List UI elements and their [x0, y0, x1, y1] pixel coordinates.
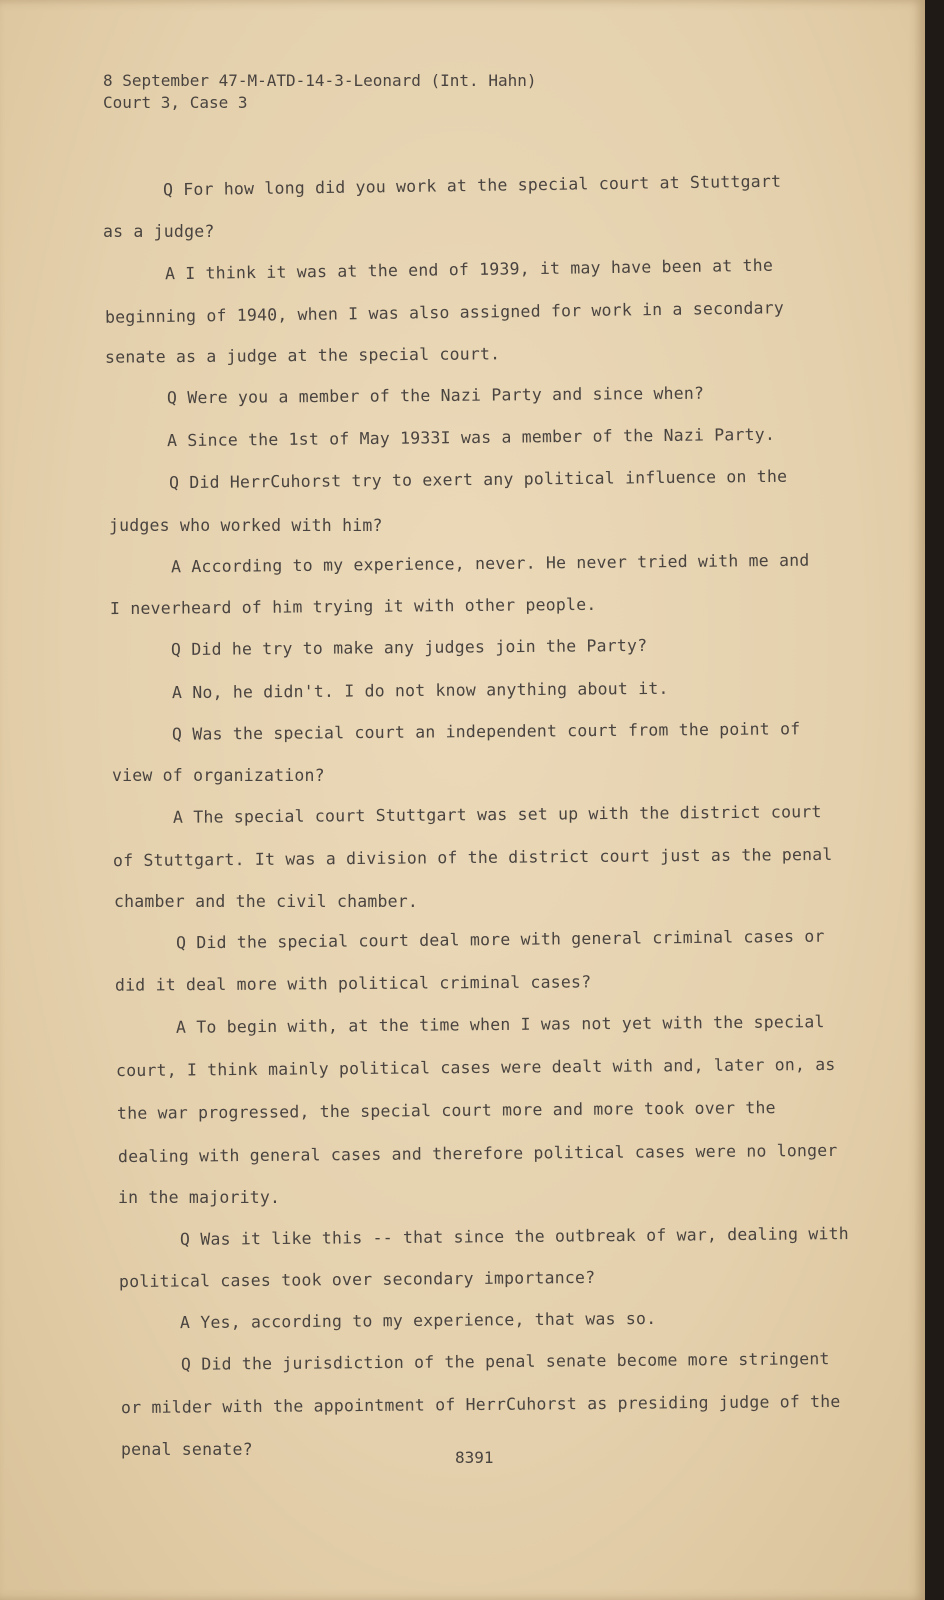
transcript-line: chamber and the civil chamber. — [114, 892, 419, 911]
transcript-line: Q Did HerrCuhorst try to exert any political influence on the — [168, 466, 788, 493]
transcript-line: I neverheard of him trying it with other people. — [109, 594, 597, 619]
transcript-line: in the majority. — [118, 1188, 281, 1207]
page-number: 8391 — [455, 1448, 494, 1467]
document-header — [103, 70, 536, 114]
transcript-line: the war progressed, the special court more and more took over the — [116, 1098, 776, 1123]
transcript-line: Q Did the jurisdiction of the penal senate become more stringent — [180, 1349, 830, 1374]
header-line-date-case: 8 September 47-M-ATD-14-3-Leonard (Int. Hahn) — [103, 71, 537, 90]
transcript-line: as a judge? — [103, 222, 215, 241]
transcript-line: beginning of 1940, when I was also assigned for work in a secondary — [104, 298, 785, 327]
transcript-line: of Stuttgart. It was a division of the district court just as the penal — [112, 844, 833, 871]
transcript-line: penal senate? — [121, 1440, 253, 1459]
transcript-line: A To begin with, at the time when I was not yet with the special — [175, 1012, 825, 1037]
transcript-line: Q Was it like this -- that since the outbreak of war, dealing with — [179, 1224, 849, 1249]
transcript-line: A I think it was at the end of 1939, it may have been at the — [164, 255, 774, 284]
transcript-line: A According to my experience, never. He never tried with me and — [170, 550, 810, 577]
transcript-line: Q For how long did you work at the special court at Stuttgart — [162, 171, 782, 200]
transcript-line: did it deal more with political criminal cases? — [114, 972, 592, 995]
transcript-line: dealing with general cases and therefore political cases were no longer — [117, 1140, 838, 1167]
transcript-line: court, I think mainly political cases were dealt with and, later on, as — [115, 1054, 836, 1081]
transcript-line: A Since the 1st of May 1933I was a member of the Nazi Party. — [166, 424, 776, 451]
transcript-line: A Yes, according to my experience, that was so. — [179, 1308, 657, 1333]
transcript-line: political cases took over secondary importance? — [118, 1267, 596, 1292]
transcript-line: or milder with the appointment of HerrCuhorst as presiding judge of the — [120, 1391, 841, 1418]
page-edge-shadow — [925, 0, 944, 1600]
transcript-line: A No, he didn't. I do not know anything about it. — [171, 678, 669, 703]
transcript-line: view of organization? — [112, 766, 325, 785]
transcript-line: Q Were you a member of the Nazi Party and since when? — [166, 383, 705, 408]
transcript-line: Q Did he try to make any judges join the Party? — [170, 635, 648, 660]
transcript-line: Q Was the special court an independent court from the point of — [171, 719, 801, 744]
transcript-line: senate as a judge at the special court. — [104, 344, 501, 367]
transcript-line: judges who worked with him? — [109, 516, 383, 535]
header-line-court: Court 3, Case 3 — [103, 93, 248, 112]
transcript-line: Q Did the special court deal more with general criminal cases or — [175, 926, 825, 953]
transcript-line: A The special court Stuttgart was set up with the district court — [172, 802, 822, 827]
